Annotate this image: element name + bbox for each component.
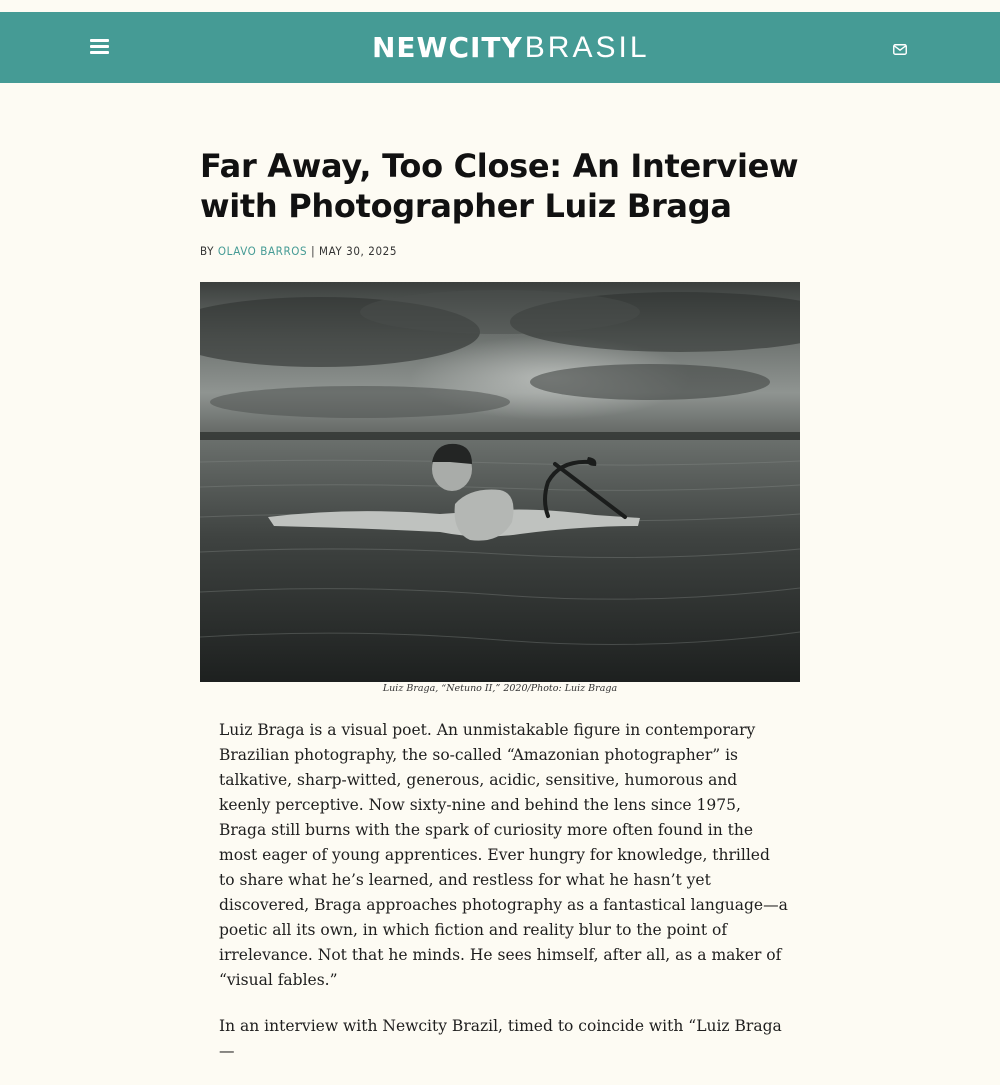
menu-bar [90,39,109,42]
logo-sub-text: BRASIL [524,31,650,64]
article-photo [200,282,800,682]
logo-main-text: NEWCITY [372,31,523,64]
site-header [0,12,1000,83]
top-margin [0,0,1000,12]
article-paragraph: Luiz Braga is a visual poet. An unmistakable figure in contemporary Brazilian photography, the so-called “Amazonian photographer” is talkative, sharp-witted, generous, acidic, sensitive, humorous and keenly perceptive. Now sixty-nine and behind the lens since 1975, Braga still burns with the spark of curiosity more often found in the most eager of young apprentices. Ever hungry for knowledge, thrilled to share what he’s learned, and restless for what he hasn’t yet discovered, Braga approaches photography as a fantastical language—a poetic all its own, in which fiction and reality blur to the point of irrelevance. Not that he minds. He sees himself, after all, as a maker of “visual fables.” [219,721,788,989]
menu-bar [90,51,109,54]
publish-date: MAY 30, 2025 [319,244,398,258]
site-logo[interactable] [372,26,650,66]
hamburger-menu-icon[interactable] [90,38,110,56]
author-link[interactable]: OLAVO BARROS [217,244,308,258]
menu-bar [90,45,109,48]
image-caption: Luiz Braga, “Netuno II,” 2020/Photo: Luiz Braga [382,683,618,694]
article-title: Far Away, Too Close: An Interview with Photographer Luiz Braga [200,147,799,225]
article-body [219,718,789,1085]
article-paragraph: In an interview with Newcity Brazil, timed to coincide with “Luiz Braga— [219,1017,782,1060]
envelope-icon[interactable] [893,44,907,55]
article-byline [200,244,397,258]
byline-prefix: BY [200,244,214,258]
byline-separator: | [311,244,316,258]
